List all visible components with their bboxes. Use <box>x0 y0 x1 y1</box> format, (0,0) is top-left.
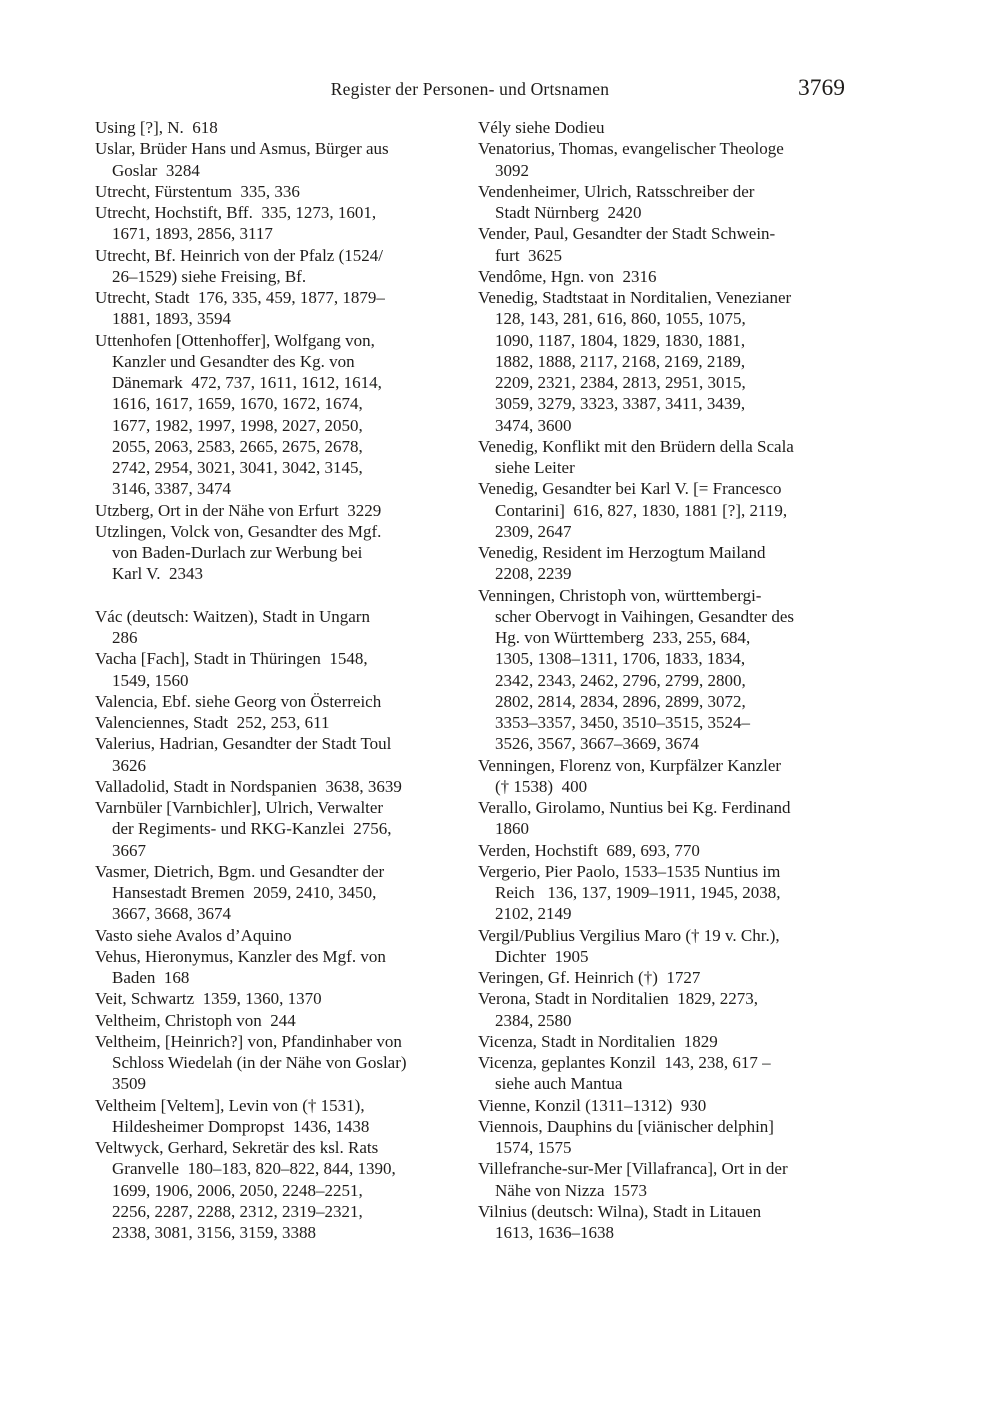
right-column <box>478 117 880 1243</box>
index-entry-line: Verona, Stadt in Norditalien 1829, 2273, <box>478 989 758 1009</box>
index-entry-line: Venatorius, Thomas, evangelischer Theologe <box>478 139 784 159</box>
index-entry <box>95 1137 478 1243</box>
index-entry-line: Kanzler und Gesandter des Kg. von <box>112 351 355 371</box>
running-head: Register der Personen- und Ortsnamen <box>330 79 610 99</box>
index-entry <box>478 181 880 224</box>
index-entry-line: Vendenheimer, Ulrich, Ratsschreiber der <box>478 181 755 201</box>
index-entry-line: 1613, 1636–1638 <box>495 1223 614 1242</box>
index-entry-line: 1699, 1906, 2006, 2050, 2248–2251, <box>112 1180 363 1200</box>
index-entry-line: Vilnius (deutsch: Wilna), Stadt in Litauen <box>478 1201 762 1221</box>
index-entry <box>95 202 478 245</box>
index-entry-line: 3667, 3668, 3674 <box>112 904 231 924</box>
index-entry-line: 2342, 2343, 2462, 2796, 2799, 2800, <box>495 670 746 690</box>
index-entry <box>478 1201 880 1244</box>
index-entry <box>95 138 478 181</box>
index-entry-line: siehe auch Mantua <box>495 1074 623 1094</box>
index-entry-line: Venningen, Christoph von, württembergi- <box>478 585 762 605</box>
index-entry-line: 2802, 2814, 2834, 2896, 2899, 3072, <box>495 691 746 711</box>
index-entry <box>478 967 880 988</box>
index-entry <box>95 946 478 989</box>
index-entry <box>95 1095 478 1138</box>
index-entry-line: 3509 <box>112 1074 146 1094</box>
index-entry <box>95 733 478 776</box>
index-entry-line: Vác (deutsch: Waitzen), Stadt in Ungarn <box>95 606 370 626</box>
index-entry-line: Valenciennes, Stadt 252, 253, 611 <box>95 713 330 732</box>
index-entry <box>478 266 880 287</box>
index-entry <box>95 1010 478 1031</box>
index-entry-line: Karl V. 2343 <box>112 564 203 584</box>
index-entry <box>95 181 478 202</box>
index-entry-line: furt 3625 <box>495 245 563 265</box>
index-entry-line: Venedig, Resident im Herzogtum Mailand <box>478 543 766 562</box>
left-column <box>95 117 478 1243</box>
index-entry-line: Contarini] 616, 827, 1830, 1881 [?], 2119, <box>495 500 788 520</box>
index-entry-line: Hg. von Württemberg 233, 255, 684, <box>495 628 751 647</box>
index-entry <box>478 1095 880 1116</box>
index-entry-line: Vicenza, Stadt in Norditalien 1829 <box>478 1031 718 1051</box>
index-entry-line: Vendôme, Hgn. von 2316 <box>478 266 657 286</box>
index-entry-line: 1882, 1888, 2117, 2168, 2169, 2189, <box>495 351 746 371</box>
index-entry-line: Vacha [Fach], Stadt in Thüringen 1548, <box>95 649 368 669</box>
index-entry <box>478 1116 880 1159</box>
index-entry-line: Veit, Schwartz 1359, 1360, 1370 <box>95 989 322 1009</box>
index-entry-line: 1860 <box>495 819 529 839</box>
index-entry-line: Reich 136, 137, 1909–1911, 1945, 2038, <box>495 883 781 902</box>
index-entry-line: 1677, 1982, 1997, 1998, 2027, 2050, <box>112 415 363 435</box>
index-entry-line: Nähe von Nizza 1573 <box>495 1180 648 1200</box>
index-entry-line: der Regiments- und RKG-Kanzlei 2756, <box>112 819 392 839</box>
index-entry-line: Vienne, Konzil (1311–1312) 930 <box>478 1095 707 1115</box>
index-entry-line: Utrecht, Bf. Heinrich von der Pfalz (1524/ <box>95 245 383 265</box>
index-entry-line: Utrecht, Fürstentum 335, 336 <box>95 181 300 201</box>
index-entry-line: Vicenza, geplantes Konzil 143, 238, 617 – <box>478 1053 771 1072</box>
index-entry-line: († 1538) 400 <box>495 776 588 796</box>
index-entry-line: Hildesheimer Dompropst 1436, 1438 <box>112 1116 370 1136</box>
index-entry-line: Venningen, Florenz von, Kurpfälzer Kanzler <box>478 755 782 775</box>
index-entry <box>95 925 478 946</box>
index-entry-line: 1671, 1893, 2856, 3117 <box>112 224 273 244</box>
index-entry-line: Hansestadt Bremen 2059, 2410, 3450, <box>112 883 377 902</box>
index-entry-line: Stadt Nürnberg 2420 <box>495 203 642 222</box>
index-entry-line: 286 <box>112 628 138 647</box>
index-entry <box>478 925 880 968</box>
index-entry-line: Dänemark 472, 737, 1611, 1612, 1614, <box>112 373 382 392</box>
index-entry <box>95 712 478 733</box>
index-entry-line: 2742, 2954, 3021, 3041, 3042, 3145, <box>112 458 363 477</box>
index-entry-line: 2309, 2647 <box>495 521 572 541</box>
index-entry-line: Valladolid, Stadt in Nordspanien 3638, 3639 <box>95 776 402 796</box>
index-entry-line: Uttenhofen [Ottenhoffer], Wolfgang von, <box>95 330 375 350</box>
index-entry-line: Vehus, Hieronymus, Kanzler des Mgf. von <box>95 946 386 966</box>
index-entry <box>95 287 478 330</box>
index-entry <box>478 840 880 861</box>
index-entry <box>95 797 478 861</box>
index-entry <box>95 988 478 1009</box>
index-entry <box>95 245 478 288</box>
index-entry-line: Veringen, Gf. Heinrich (†) 1727 <box>478 968 701 987</box>
index-entry-line: Veltheim [Veltem], Levin von († 1531), <box>95 1095 365 1115</box>
index-entry-line: 3526, 3567, 3667–3669, 3674 <box>495 734 699 754</box>
index-entry <box>95 330 478 500</box>
index-entry <box>95 691 478 712</box>
index-entry-line: Vély siehe Dodieu <box>478 118 605 137</box>
index-columns <box>95 117 880 1243</box>
index-entry-line: 3626 <box>112 755 146 775</box>
index-entry <box>478 287 880 436</box>
index-entry-line: Dichter 1905 <box>495 946 589 966</box>
index-entry <box>478 861 880 925</box>
index-entry-line: Villefranche-sur-Mer [Villafranca], Ort in der <box>478 1159 788 1179</box>
index-entry-line: Goslar 3284 <box>112 160 200 180</box>
index-entry <box>478 755 880 798</box>
index-entry <box>478 478 880 542</box>
index-entry-line: Uslar, Brüder Hans und Asmus, Bürger aus <box>95 139 389 159</box>
index-entry-line: Utrecht, Hochstift, Bff. 335, 1273, 1601, <box>95 203 377 222</box>
index-entry <box>95 500 478 521</box>
index-entry-line: 1549, 1560 <box>112 670 189 690</box>
index-entry-line: von Baden-Durlach zur Werbung bei <box>112 543 363 562</box>
index-entry-line: 1305, 1308–1311, 1706, 1833, 1834, <box>495 649 746 669</box>
index-entry-line: 2055, 2063, 2583, 2665, 2675, 2678, <box>112 436 363 456</box>
index-entry-line: 2208, 2239 <box>495 564 572 584</box>
index-entry-line: Veltheim, [Heinrich?] von, Pfandinhaber von <box>95 1031 402 1051</box>
index-entry <box>478 1031 880 1052</box>
index-entry-line: Utrecht, Stadt 176, 335, 459, 1877, 1879– <box>95 288 385 307</box>
index-entry-line: Granvelle 180–183, 820–822, 844, 1390, <box>112 1159 396 1179</box>
index-entry <box>478 1158 880 1201</box>
index-entry-line: Veltheim, Christoph von 244 <box>95 1010 296 1030</box>
index-entry-line: 26–1529) siehe Freising, Bf. <box>112 266 307 286</box>
index-entry <box>478 117 880 138</box>
index-entry-line: 3474, 3600 <box>495 415 572 435</box>
index-entry-line: Venedig, Stadtstaat in Norditalien, Venezianer <box>478 288 792 307</box>
index-entry-line: Vasto siehe Avalos d’Aquino <box>95 925 292 945</box>
index-entry-line: Venedig, Konflikt mit den Brüdern della Scala <box>478 436 794 456</box>
index-entry <box>478 436 880 479</box>
index-entry <box>478 223 880 266</box>
index-entry-line: 2102, 2149 <box>495 904 572 924</box>
index-entry-line: 1090, 1187, 1804, 1829, 1830, 1881, <box>495 330 746 350</box>
index-entry-line: Utzlingen, Volck von, Gesandter des Mgf. <box>95 521 382 541</box>
index-entry <box>95 606 478 649</box>
index-entry <box>95 776 478 797</box>
page-header <box>95 75 845 108</box>
index-entry-line: Verallo, Girolamo, Nuntius bei Kg. Ferdinand <box>478 798 791 817</box>
index-entry-line: 3667 <box>112 840 146 860</box>
index-entry-line: 2338, 3081, 3156, 3159, 3388 <box>112 1223 316 1242</box>
index-entry-line: 3146, 3387, 3474 <box>112 479 231 499</box>
index-entry-line: 1881, 1893, 3594 <box>112 309 231 329</box>
index-entry-line: Varnbüler [Varnbichler], Ulrich, Verwalter <box>95 798 384 817</box>
index-entry-line: Vasmer, Dietrich, Bgm. und Gesandter der <box>95 861 385 881</box>
index-entry-line: Vergerio, Pier Paolo, 1533–1535 Nuntius im <box>478 861 781 881</box>
index-entry-line: Venedig, Gesandter bei Karl V. [= Francesco <box>478 479 782 499</box>
page-number: 3769 <box>798 75 845 101</box>
index-entry-line: 3092 <box>495 160 529 180</box>
index-entry <box>95 1031 478 1095</box>
index-entry-line: 2384, 2580 <box>495 1010 572 1030</box>
index-entry <box>478 585 880 755</box>
index-entry-line: Schloss Wiedelah (in der Nähe von Goslar) <box>112 1053 407 1072</box>
index-entry <box>95 521 478 585</box>
index-entry-line: Utzberg, Ort in der Nähe von Erfurt 3229 <box>95 500 382 520</box>
index-entry-line: 2256, 2287, 2288, 2312, 2319–2321, <box>112 1201 363 1221</box>
index-entry <box>478 542 880 585</box>
index-entry-line: Valencia, Ebf. siehe Georg von Österreich <box>95 691 382 711</box>
index-entry <box>95 648 478 691</box>
index-entry <box>478 988 880 1031</box>
index-entry-line: 1574, 1575 <box>495 1138 572 1157</box>
index-entry <box>478 138 880 181</box>
index-entry-line: 1616, 1617, 1659, 1670, 1672, 1674, <box>112 394 363 414</box>
index-entry <box>95 117 478 138</box>
index-entry-line: Viennois, Dauphins du [viänischer delphin] <box>478 1116 774 1136</box>
index-entry-line: scher Obervogt in Vaihingen, Gesandter des <box>495 606 794 626</box>
index-entry-line: Verden, Hochstift 689, 693, 770 <box>478 840 700 860</box>
index-entry-line: 3353–3357, 3450, 3510–3515, 3524– <box>495 713 750 732</box>
index-entry-line: 128, 143, 281, 616, 860, 1055, 1075, <box>495 309 746 329</box>
index-entry-line: siehe Leiter <box>495 458 575 477</box>
index-entry-line: Using [?], N. 618 <box>95 118 218 137</box>
index-entry-line: Baden 168 <box>112 968 190 987</box>
index-entry-line: Valerius, Hadrian, Gesandter der Stadt Toul <box>95 734 392 754</box>
index-entry <box>478 1052 880 1095</box>
index-entry-line: 3059, 3279, 3323, 3387, 3411, 3439, <box>495 394 746 414</box>
index-entry-line: Vergil/Publius Vergilius Maro († 19 v. Chr.), <box>478 925 780 945</box>
index-entry-line: 2209, 2321, 2384, 2813, 2951, 3015, <box>495 373 746 392</box>
index-entry <box>95 861 478 925</box>
index-entry-line: Veltwyck, Gerhard, Sekretär des ksl. Rats <box>95 1138 379 1157</box>
index-entry <box>478 797 880 840</box>
index-entry-line: Vender, Paul, Gesandter der Stadt Schwein- <box>478 224 776 244</box>
